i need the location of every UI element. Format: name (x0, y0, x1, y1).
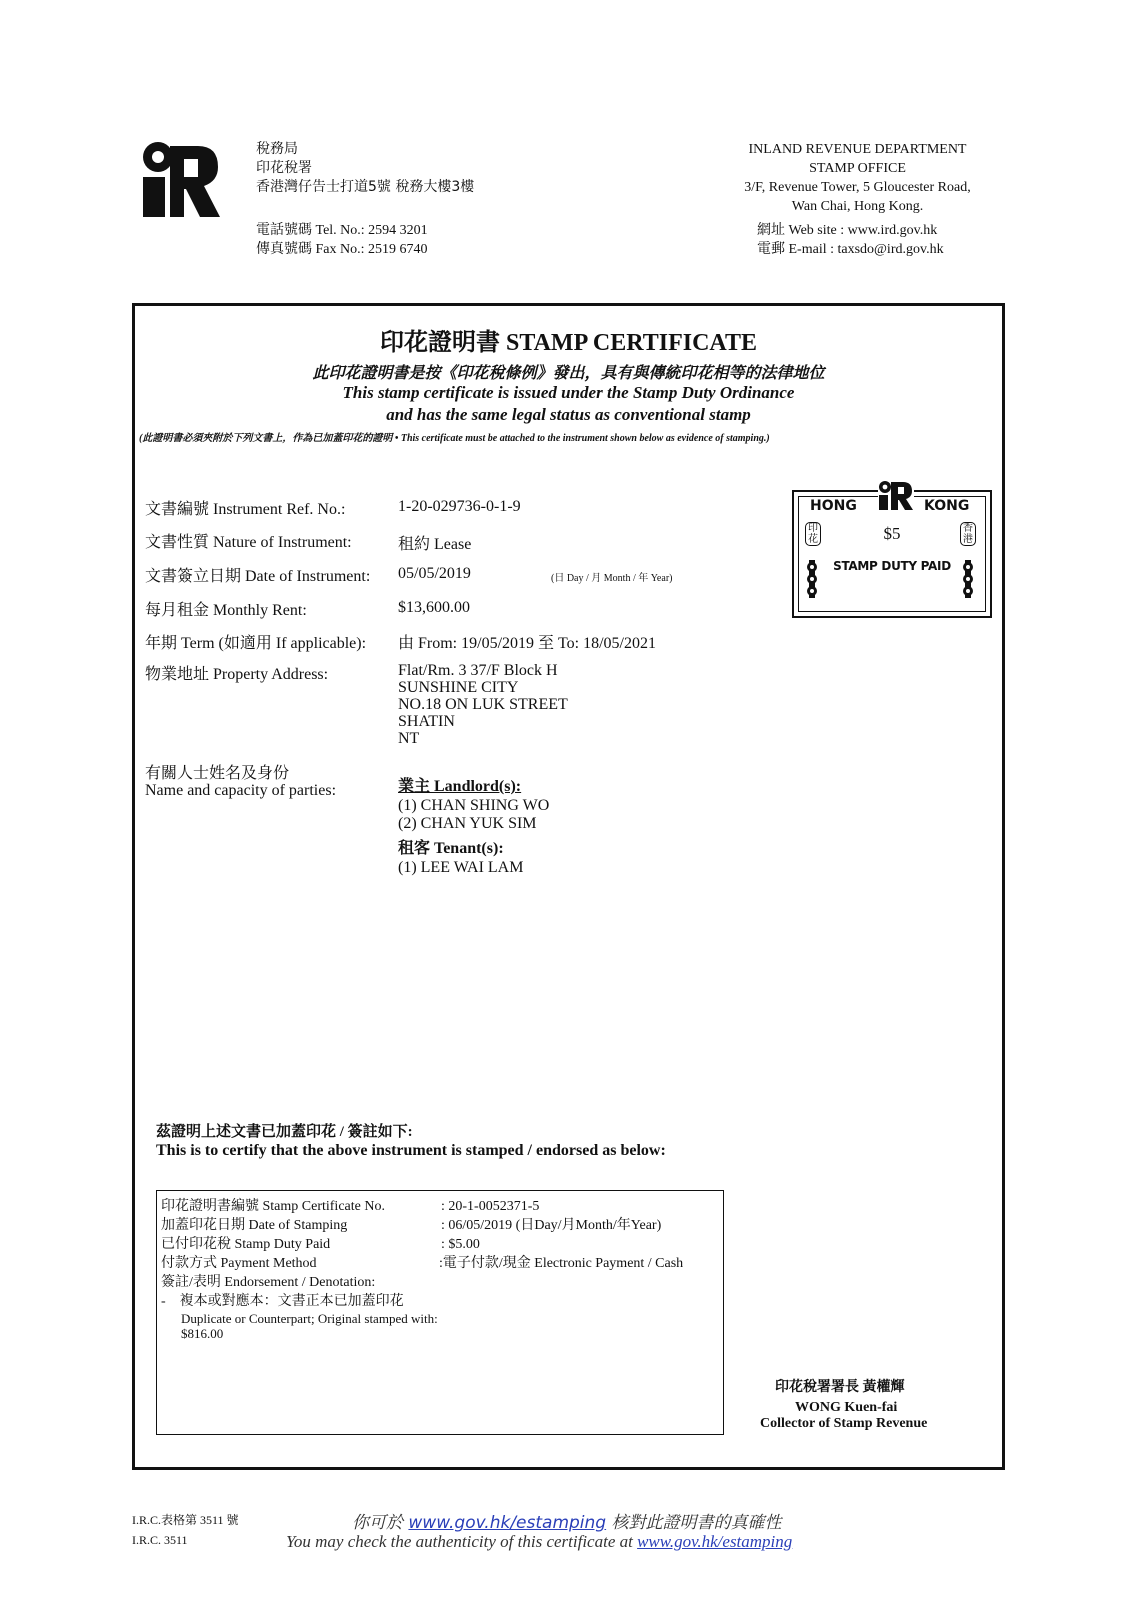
landlord-item: (2) CHAN YUK SIM (398, 815, 537, 832)
rent-value: $13,600.00 (398, 599, 470, 616)
attach-note: (此證明書必須夾附於下列文書上，作為已加蓋印花的證明 • This certificate must be attached to the instrument shown below as evidence of stamping.) (139, 433, 770, 444)
ref-value: 1-20-029736-0-1-9 (398, 498, 521, 515)
subtitle-en-1: This stamp certificate is issued under the Stamp Duty Ordinance (342, 383, 795, 402)
authenticity-cn-suffix: 核對此證明書的真確性 (606, 1513, 782, 1533)
dept-en-line: STAMP OFFICE (809, 161, 906, 176)
stamp-duty-paid-stamp (792, 490, 992, 618)
parties-label-en: Name and capacity of parties: (145, 782, 337, 799)
dept-cn-line: 印花稅署 (256, 160, 312, 176)
website-line: 網址 Web site : www.ird.gov.hk (757, 223, 938, 238)
endorse-value-payment: :電子付款/現金 Electronic Payment / Cash (439, 1256, 684, 1271)
denotation-line-1: - 複本或對應本：文書正本已加蓋印花 (161, 1294, 404, 1309)
certify-statement-en: This is to certify that the above instrument is stamped / endorsed as below: (156, 1142, 666, 1159)
ird-logo (140, 141, 220, 217)
dept-en-line: INLAND REVENUE DEPARTMENT (748, 142, 967, 157)
stamp-left-seal: 印花 (805, 522, 821, 546)
parties-label-cn: 有關人士姓名及身份 (145, 765, 290, 782)
collector-title-cn: 印花稅署署長 黃權輝 (775, 1380, 905, 1395)
term-label: 年期 Term (如適用 If applicable): (145, 635, 367, 652)
term-value: 由 From: 19/05/2019 至 To: 18/05/2021 (398, 635, 657, 652)
dept-en-line: 3/F, Revenue Tower, 5 Gloucester Road, (744, 180, 971, 195)
rent-label: 每月租金 Monthly Rent: (145, 602, 307, 619)
authenticity-en-prefix: You may check the authenticity of this certificate at (286, 1532, 638, 1551)
address-line: Flat/Rm. 3 37/F Block H (398, 662, 558, 679)
fax-line: 傳真號碼 Fax No.: 2519 6740 (256, 242, 428, 257)
estamping-link-en[interactable]: www.gov.hk/estamping (637, 1532, 793, 1551)
endorse-label-date: 加蓋印花日期 Date of Stamping (161, 1218, 348, 1233)
address-block (398, 662, 568, 747)
address-line: NT (398, 730, 420, 747)
endorse-label-cert-no: 印花證明書編號 Stamp Certificate No. (161, 1199, 385, 1214)
address-label: 物業地址 Property Address: (145, 666, 329, 683)
stamp-ir-icon (878, 480, 914, 510)
certify-statement-cn: 茲證明上述文書已加蓋印花 / 簽註如下: (156, 1124, 413, 1140)
denotation-line-2: Duplicate or Counterpart; Original stamped with: (181, 1311, 438, 1326)
certificate-title: 印花證明書 STAMP CERTIFICATE (380, 330, 757, 356)
address-line: SHATIN (398, 713, 455, 730)
tenant-heading: 租客 Tenant(s): (398, 840, 504, 857)
parties-label (145, 765, 336, 799)
endorse-value-duty: : $5.00 (441, 1237, 480, 1252)
landlord-item: (1) CHAN SHING WO (398, 797, 550, 814)
stamp-paid-text: STAMP DUTY PAID (833, 559, 951, 573)
nature-value: 租約 Lease (398, 536, 472, 553)
address-line: SUNSHINE CITY (398, 679, 519, 696)
dept-en-line: Wan Chai, Hong Kong. (791, 199, 924, 214)
denotation-label: 簽註/表明 Endorsement / Denotation: (161, 1275, 376, 1290)
collector-title-en: Collector of Stamp Revenue (760, 1416, 928, 1431)
ref-label: 文書編號 Instrument Ref. No.: (145, 501, 346, 518)
stamp-right-ornament-icon (962, 560, 974, 598)
stamp-left-ornament-icon (806, 560, 818, 598)
landlord-heading: 業主 Landlord(s): (398, 778, 522, 795)
endorse-label-duty: 已付印花稅 Stamp Duty Paid (161, 1237, 331, 1252)
dept-en-block (700, 140, 1015, 216)
tenant-list (398, 859, 523, 877)
form-number-en: I.R.C. 3511 (132, 1533, 188, 1547)
date-label: 文書簽立日期 Date of Instrument: (145, 568, 371, 585)
subtitle-cn: 此印花證明書是按《印花稅條例》發出，具有與傳統印花相等的法律地位 (312, 363, 825, 382)
endorse-value-date: : 06/05/2019 (日Day/月Month/年Year) (441, 1218, 662, 1233)
denotation-line-3: $816.00 (181, 1326, 224, 1341)
form-number-cn: I.R.C.表格第 3511 號 (132, 1513, 239, 1527)
date-format-hint: (日 Day / 月 Month / 年 Year) (551, 573, 673, 584)
stamp-hong: HONG (810, 498, 857, 514)
authenticity-cn-prefix: 你可於 (352, 1513, 409, 1533)
estamping-link[interactable]: www.gov.hk/estamping (408, 1513, 607, 1533)
nature-label: 文書性質 Nature of Instrument: (145, 534, 352, 551)
subtitle-en-2: and has the same legal status as conventional stamp (386, 405, 751, 424)
tenant-item: (1) LEE WAI LAM (398, 859, 524, 876)
endorse-label-payment: 付款方式 Payment Method (161, 1256, 317, 1271)
stamp-right-seal: 香港 (960, 522, 976, 546)
stamp-amount: $5 (883, 524, 901, 543)
endorse-value-cert-no: : 20-1-0052371-5 (441, 1199, 540, 1214)
dept-cn-block (256, 140, 474, 197)
dept-cn-line: 稅務局 (256, 141, 298, 157)
tel-line: 電話號碼 Tel. No.: 2594 3201 (256, 223, 428, 238)
address-line: NO.18 ON LUK STREET (398, 696, 568, 713)
collector-name: WONG Kuen-fai (795, 1400, 898, 1415)
authenticity-note-en (286, 1532, 792, 1552)
endorsement-box (156, 1190, 724, 1435)
date-value: 05/05/2019 (398, 565, 471, 582)
authenticity-note-cn (352, 1508, 782, 1533)
landlord-list (398, 797, 549, 833)
dept-cn-line: 香港灣仔告士打道5號 稅務大樓3樓 (256, 179, 475, 195)
email-line: 電郵 E-mail : taxsdo@ird.gov.hk (757, 242, 944, 257)
stamp-kong: KONG (924, 498, 970, 514)
